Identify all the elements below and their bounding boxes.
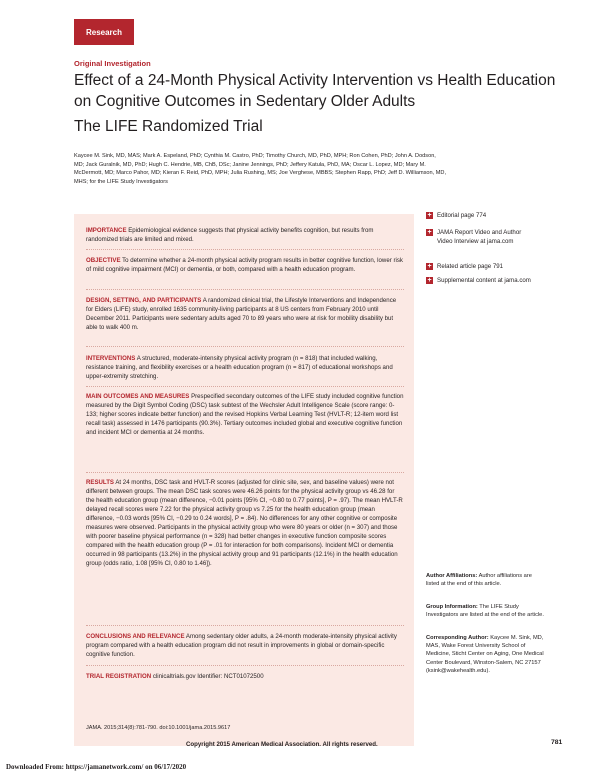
related-article-link[interactable] bbox=[426, 263, 536, 272]
outcomes-text: Prespecified secondary outcomes of the LIFE study included cognitive function measured by the Digit Symbol Coding (DSC) task subtest of the Wechsler Adult Intelligence Scale (score range: 0-133; higher scores indicate better function) and the revised Hopkins Verbal Learning Test (HVLT-R; 12-item word list recall task) assessed in 1476 participants (90.3%). Tertiary outcomes included global and executive cognitive function and incident MCI or dementia at 24 months. bbox=[86, 393, 404, 436]
group-text: The LIFE Study Investigators are listed at the end of the article. bbox=[426, 604, 544, 619]
conclusions-heading: CONCLUSIONS AND RELEVANCE bbox=[86, 633, 185, 640]
download-footer: Downloaded From: https://jamanetwork.com/ on 06/17/2020 bbox=[6, 763, 187, 771]
registration-text: clinicaltrials.gov Identifier: NCT01072500 bbox=[152, 673, 264, 680]
video-link[interactable] bbox=[426, 229, 536, 246]
author-affiliations bbox=[426, 572, 546, 588]
section-divider bbox=[86, 472, 404, 473]
outcomes-heading: MAIN OUTCOMES AND MEASURES bbox=[86, 393, 190, 400]
video-link-text: JAMA Report Video and Author Video Interview at jama.com bbox=[437, 229, 522, 245]
section-divider bbox=[86, 289, 404, 290]
page-number: 781 bbox=[551, 739, 563, 746]
author-list: Kaycee M. Sink, MD, MAS; Mark A. Espeland, PhD; Cynthia M. Castro, PhD; Timothy Church, MD, PhD, MPH; Ron Cohen, PhD; John A. Dodson, MD; Jack Guralnik, MD, PhD; Hugh C. Hendrie, MB, ChB, DSc; Janine Jennings, PhD; Jeffery Katula, PhD, MA; Oscar L. Lopez, MD; Mary M. McDermott, MD; Marco Pahor, MD; Kieran F. Reid, PhD, MPH; Julia Rushing, MS; Joe Verghese, MBBS; Stephen Rapp, PhD; Jeff D. Williamson, MD, MHS; for the LIFE Study Investigators bbox=[74, 153, 447, 185]
abstract-design bbox=[86, 296, 404, 332]
plus-icon: + bbox=[427, 277, 432, 284]
editorial-link-text: Editorial page 774 bbox=[437, 212, 487, 219]
section-tab: Research bbox=[74, 19, 134, 45]
abstract-box bbox=[74, 214, 414, 746]
objective-heading: OBJECTIVE bbox=[86, 257, 121, 264]
article-subtitle: The LIFE Randomized Trial bbox=[74, 118, 263, 135]
section-divider bbox=[86, 346, 404, 347]
editorial-link[interactable] bbox=[426, 212, 536, 221]
section-divider bbox=[86, 249, 404, 250]
group-information bbox=[426, 603, 546, 619]
registration-heading: TRIAL REGISTRATION bbox=[86, 673, 152, 680]
abstract-outcomes bbox=[86, 392, 404, 437]
design-text: A randomized clinical trial, the Lifestyle Interventions and Independence for Elders (LIFE) study, enrolled 1635 community-living participants at 8 US centers from February 2010 until December 2011. Participants were sedentary adults aged 70 to 89 years who were at risk for mobility disability but able to walk 400 m. bbox=[86, 297, 397, 331]
abstract-results bbox=[86, 478, 404, 568]
copyright-notice: Copyright 2015 American Medical Association. All rights reserved. bbox=[186, 741, 378, 748]
plus-icon: + bbox=[427, 263, 432, 270]
group-label: Group Information: bbox=[426, 604, 478, 610]
importance-text: Epidemiological evidence suggests that physical activity benefits cognition, but results from randomized trials are limited and mixed. bbox=[86, 227, 374, 243]
article-type-label: Original Investigation bbox=[74, 59, 151, 68]
importance-heading: IMPORTANCE bbox=[86, 227, 127, 234]
interventions-text: A structured, moderate-intensity physical activity program (n = 818) that included walking, resistance training, and flexibility exercises or a health education program (n = 817) of educational workshops and upper-extremity stretching. bbox=[86, 355, 393, 380]
corresponding-text: Kaycee M. Sink, MD, MAS, Wake Forest University School of Medicine, Sticht Center on Aging, One Medical Center Boulevard, Winston-Salem, NC 27157 (ksink@wakehealth.edu). bbox=[426, 635, 544, 674]
corresponding-author bbox=[426, 634, 546, 675]
section-divider bbox=[86, 386, 404, 387]
objective-text: To determine whether a 24-month physical activity program results in better cognitive function, lower risk of mild cognitive impairment (MCI) or dementia, or both, compared with a health education program. bbox=[86, 257, 403, 273]
abstract-registration bbox=[86, 672, 404, 681]
interventions-heading: INTERVENTIONS bbox=[86, 355, 136, 362]
citation-line: JAMA. 2015;314(8):781-790. doi:10.1001/jama.2015.9617 bbox=[86, 725, 231, 731]
conclusions-text: Among sedentary older adults, a 24-month moderate-intensity physical activity program compared with a health education program did not result in improvements in global or domain-specific cognitive function. bbox=[86, 633, 397, 658]
abstract-interventions bbox=[86, 354, 404, 381]
corresponding-label: Corresponding Author: bbox=[426, 635, 489, 641]
abstract-objective bbox=[86, 256, 404, 274]
related-article-link-text: Related article page 791 bbox=[437, 263, 504, 270]
abstract-conclusions bbox=[86, 632, 404, 659]
design-heading: DESIGN, SETTING, AND PARTICIPANTS bbox=[86, 297, 202, 304]
affiliations-text: Author affiliations are listed at the end of this article. bbox=[426, 573, 532, 588]
results-heading: RESULTS bbox=[86, 479, 114, 486]
section-divider bbox=[86, 625, 404, 626]
plus-icon: + bbox=[427, 229, 432, 236]
results-text: At 24 months, DSC task and HVLT-R scores (adjusted for clinic site, sex, and baseline values) were not different between groups. The mean DSC task scores were 46.26 points for the physical activity group vs 46.28 for the health education group (mean difference, −0.01 points [95% CI, −0.80 to 0.77 points], P = .97). The mean HVLT-R delayed recall scores were 7.22 for the physical activity group vs 7.25 for the health education group (mean difference, −0.03 words [95% CI, −0.29 to 0.24 words], P = .84). No differences for any other cognitive or composite measures were observed. Participants in the physical activity group who were 80 years or older (n = 307) and those with poorer baseline physical performance (n = 328) had better changes in executive function composite scores compared with the health education group (P = .01 for interaction for both comparisons). Incident MCI or dementia occurred in 98 participants (13.2%) in the physical activity group and 91 participants (12.1%) in the health education group (odds ratio, 1.08 [95% CI, 0.80 to 1.46]). bbox=[86, 479, 403, 567]
section-divider bbox=[86, 665, 404, 666]
plus-icon: + bbox=[427, 212, 432, 219]
supplemental-link[interactable] bbox=[426, 277, 536, 286]
article-title: Effect of a 24-Month Physical Activity Intervention vs Health Education on Cognitive Outcomes in Sedentary Older Adults bbox=[74, 72, 556, 110]
affiliations-label: Author Affiliations: bbox=[426, 573, 478, 579]
abstract-importance bbox=[86, 226, 404, 244]
supplemental-link-text: Supplemental content at jama.com bbox=[437, 277, 531, 284]
